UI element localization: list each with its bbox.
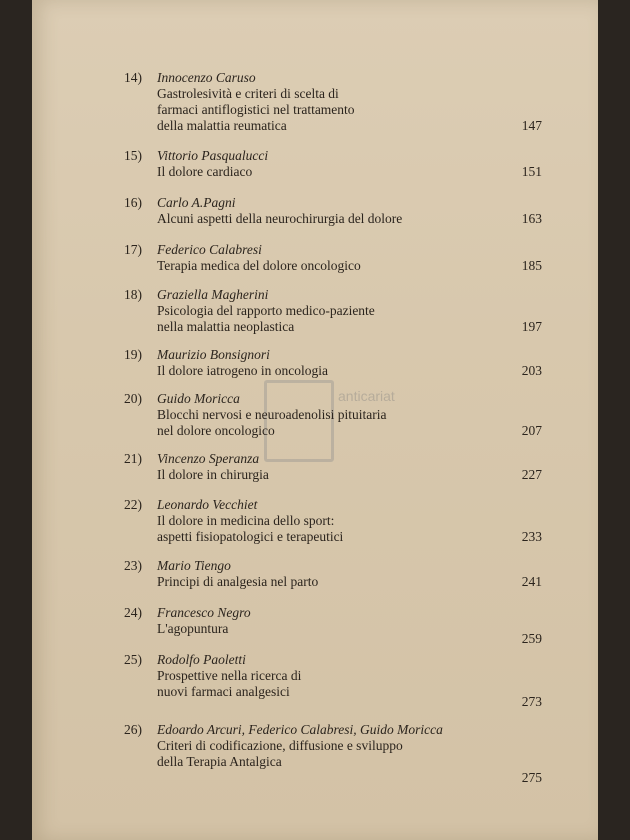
entry-title-line: aspetti fisiopatologici e terapeutici [157, 529, 344, 544]
entry-author: Vittorio Pasqualucci [157, 148, 269, 163]
entry-title-line: Gastrolesività e criteri di scelta di [157, 86, 339, 101]
entry-page-number: 185 [521, 258, 542, 273]
entry-number: 20) [124, 391, 142, 406]
entry-title-line: Il dolore in medicina dello sport: [157, 513, 335, 528]
entry-page-number: 147 [521, 118, 542, 133]
entry-page-number: 197 [521, 319, 542, 334]
entry-page-number: 259 [521, 631, 542, 646]
entry-page-number: 151 [521, 164, 542, 179]
watermark-text: anticariat [338, 388, 395, 404]
entry-author: Innocenzo Caruso [157, 70, 256, 85]
entry-title-line: farmaci antiflogistici nel trattamento [157, 102, 355, 117]
entry-title-line: Il dolore cardiaco [157, 164, 253, 179]
entry-page-number: 203 [521, 363, 542, 378]
entry-title-line: Prospettive nella ricerca di [157, 668, 302, 683]
entry-title-line: Il dolore iatrogeno in oncologia [157, 363, 328, 378]
entry-title-line: Il dolore in chirurgia [157, 467, 269, 482]
entry-number: 17) [124, 242, 142, 257]
table-of-contents [32, 0, 598, 840]
entry-author: Maurizio Bonsignori [157, 347, 270, 362]
entry-title-line: L'agopuntura [157, 621, 229, 636]
entry-author: Mario Tiengo [157, 558, 231, 573]
entry-number: 22) [124, 497, 142, 512]
entry-author: Vincenzo Speranza [157, 451, 260, 466]
entry-author: Leonardo Vecchiet [157, 497, 258, 512]
entry-number: 18) [124, 287, 142, 302]
entry-title-line: della Terapia Antalgica [157, 754, 282, 769]
entry-page-number: 163 [521, 211, 542, 226]
entry-title-line: Blocchi nervosi e neuroadenolisi pituitaria [157, 407, 387, 422]
entry-author: Rodolfo Paoletti [157, 652, 246, 667]
entry-number: 24) [124, 605, 142, 620]
entry-author: Edoardo Arcuri, Federico Calabresi, Guido Moricca [157, 722, 443, 737]
entry-title-line: Criteri di codificazione, diffusione e sviluppo [157, 738, 403, 753]
entry-title-line: nuovi farmaci analgesici [157, 684, 290, 699]
entry-number: 25) [124, 652, 142, 667]
entry-number: 19) [124, 347, 142, 362]
entry-author: Federico Calabresi [157, 242, 262, 257]
entry-title-line: Terapia medica del dolore oncologico [157, 258, 361, 273]
entry-author: Guido Moricca [157, 391, 240, 406]
entry-number: 14) [124, 70, 142, 85]
entry-title-line: Principi di analgesia nel parto [157, 574, 319, 589]
entry-author: Francesco Negro [157, 605, 251, 620]
entry-number: 15) [124, 148, 142, 163]
entry-page-number: 207 [521, 423, 542, 438]
entry-page-number: 241 [521, 574, 542, 589]
entry-title-line: della malattia reumatica [157, 118, 287, 133]
entry-page-number: 273 [521, 694, 542, 709]
entry-title-line: nella malattia neoplastica [157, 319, 295, 334]
entry-title-line: nel dolore oncologico [157, 423, 275, 438]
entry-number: 21) [124, 451, 142, 466]
entry-page-number: 275 [521, 770, 542, 785]
entry-number: 26) [124, 722, 142, 737]
entry-page-number: 227 [521, 467, 542, 482]
entry-author: Carlo A.Pagni [157, 195, 236, 210]
entry-page-number: 233 [521, 529, 542, 544]
entry-number: 16) [124, 195, 142, 210]
entry-number: 23) [124, 558, 142, 573]
entry-author: Graziella Magherini [157, 287, 269, 302]
entry-title-line: Alcuni aspetti della neurochirurgia del dolore [157, 211, 403, 226]
book-page [32, 0, 598, 840]
entry-title-line: Psicologia del rapporto medico-paziente [157, 303, 375, 318]
